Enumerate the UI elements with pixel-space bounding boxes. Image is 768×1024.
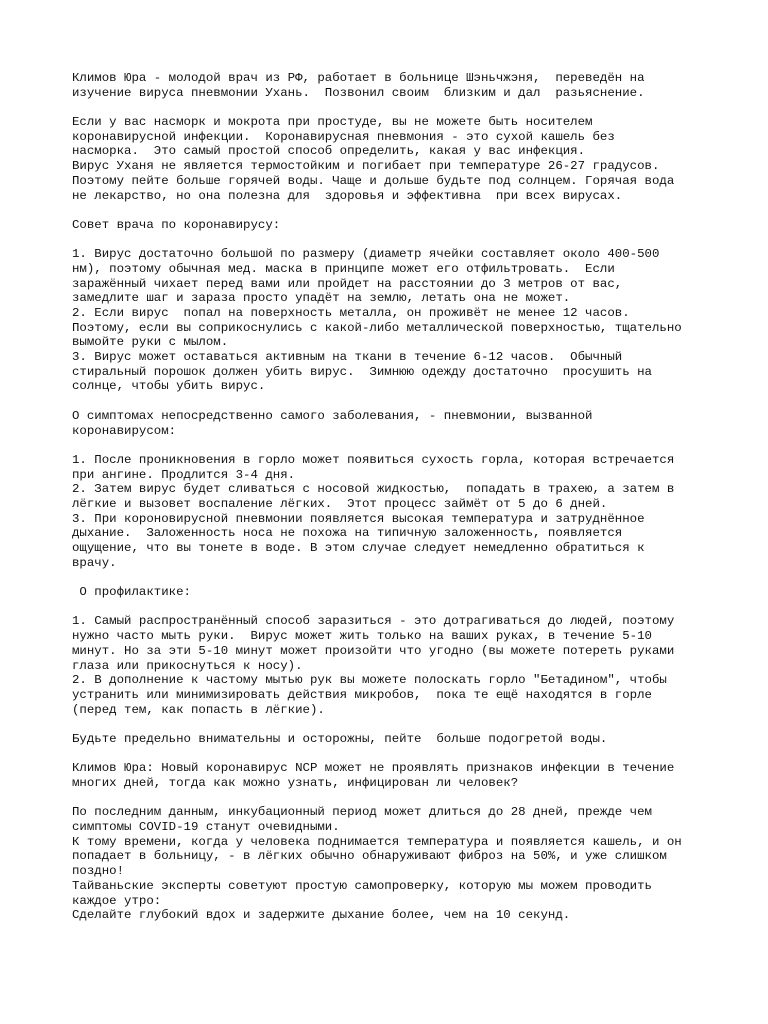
- text-line: [72, 717, 732, 732]
- text-line: Тайваньские эксперты советуют простую самопроверку, которую мы можем проводить: [72, 878, 652, 893]
- text-line: замедлите шаг и зараза просто упадёт на землю, летать она не может.: [72, 291, 571, 306]
- text-line: вымойте руки с мылом.: [72, 335, 229, 350]
- text-line: поздно!: [72, 864, 125, 879]
- text-line: По последним данным, инкубационный период может длиться до 28 дней, прежде чем: [72, 805, 652, 820]
- text-line: попадает в больницу, - в лёгких обычно обнаруживают фиброз на 50%, и уже слишком: [72, 849, 667, 864]
- text-line: насморка. Это самый простой способ определить, какая у вас инфекция.: [72, 144, 586, 159]
- text-line: 2. Если вирус попал на поверхность металла, он проживёт не менее 12 часов.: [72, 306, 630, 320]
- text-line: [72, 203, 732, 218]
- text-line: 2. В дополнение к частому мытью рук вы можете полоскать горло "Бетадином", чтобы: [72, 673, 667, 688]
- text-line: 3. При короновирусной пневмонии появляется высокая температура и затруднённое: [72, 511, 645, 526]
- text-line: Вирус Уханя не является термостойким и погибает при температуре 26-27 градусов.: [72, 159, 660, 174]
- text-line: каждое утро:: [72, 893, 162, 908]
- text-line: заражённый чихает перед вами или пройдет на расстоянии до 3 метров от вас,: [72, 276, 623, 291]
- section-heading: О симптомах непосредственно самого заболевания, - пневмонии, вызванной: [72, 408, 593, 423]
- text-line: 1. Самый распространённый способ заразиться - это дотрагиваться до людей, поэтому: [72, 614, 675, 629]
- text-line: не лекарство, но она полезна для здоровья и эффективна при всех вирусах.: [72, 188, 623, 203]
- text-line: симптомы COVID-19 станут очевидными.: [72, 820, 340, 835]
- text-line: [72, 233, 732, 248]
- text-line: (перед тем, как попасть в лёгкие).: [72, 702, 325, 717]
- text-line: [72, 100, 732, 115]
- text-line: [72, 438, 732, 453]
- text-line: минут. Но за эти 5-10 минут может произойти что угодно (вы можете потереть руками: [72, 643, 675, 658]
- text-line: дыхание. Заложенность носа не похожа на типичную заложенность, появляется: [72, 526, 623, 541]
- text-line: лёгкие и вызовет воспаление лёгких. Этот процесс займёт от 5 до 6 дней.: [72, 496, 608, 511]
- text-line: стиральный порошок должен убить вирус. Зимнюю одежду достаточно просушить на: [72, 364, 652, 379]
- text-line: изучение вируса пневмонии Ухань. Позвонил своим близким и дал разьяснение.: [72, 85, 645, 100]
- text-line: 1. После проникновения в горло может появиться сухость горла, которая встречается: [72, 452, 675, 467]
- text-line: нужно часто мыть руки. Вирус может жить только на ваших руках, в течение 5-10: [72, 629, 652, 644]
- text-line: [72, 600, 732, 615]
- text-line: 3. Вирус может оставаться активным на ткани в течение 6-12 часов. Обычный: [72, 350, 623, 365]
- text-line: 1. Вирус достаточно большой по размеру (диаметр ячейки составляет около 400-500: [72, 247, 660, 262]
- text-line: глаза или прикоснуться к носу).: [72, 658, 303, 673]
- text-line: Сделайте глубокий вдох и задержите дыхание более, чем на 10 секунд.: [72, 908, 571, 923]
- text-line: Если у вас насморк и мокрота при простуде, вы не можете быть носителем: [72, 115, 593, 130]
- text-line: Поэтому пейте больше горячей воды. Чаще и дольше будьте под солнцем. Горячая вода: [72, 173, 675, 188]
- text-line: 2. Затем вирус будет сливаться с носовой жидкостью, попадать в трахею, а затем в: [72, 482, 675, 497]
- text-line: [72, 791, 732, 806]
- text-line: коронавирусной инфекции. Коронавирусная пневмония - это сухой кашель без: [72, 129, 615, 144]
- text-line: Будьте предельно внимательны и осторожны, пейте больше подогретой воды.: [72, 731, 608, 746]
- text-line: нм), поэтому обычная мед. маска в принципе может его отфильтровать. Если: [72, 261, 615, 276]
- text-line: Климов Юра: Новый коронавирус NCP может не проявлять признаков инфекции в течение: [72, 761, 675, 776]
- text-line: врачу.: [72, 555, 117, 570]
- text-line: солнце, чтобы убить вирус.: [72, 379, 266, 394]
- text-line: при ангине. Продлится 3-4 дня.: [72, 467, 296, 482]
- text-line: К тому времени, когда у человека поднимается температура и появляется кашель, и он: [72, 834, 682, 849]
- text-line: [72, 570, 732, 585]
- text-line: [72, 394, 732, 409]
- section-heading: О профилактике:: [72, 585, 191, 600]
- text-line: ощущение, что вы тонете в воде. В этом случае следует немедленно обратиться к: [72, 541, 645, 555]
- text-line: Климов Юра - молодой врач из РФ, работает в больнице Шэньчжэня, переведён на: [72, 71, 645, 85]
- text-line: Поэтому, если вы соприкоснулись с какой-либо металлической поверхностью, тщательно: [72, 320, 682, 335]
- section-heading: Совет врача по коронавирусу:: [72, 217, 281, 232]
- text-line: устранить или минимизировать действия микробов, пока те ещё находятся в горле: [72, 687, 652, 702]
- text-line: [72, 747, 732, 762]
- text-line: многих дней, тогда как можно узнать, инфицирован ли человек?: [72, 776, 519, 790]
- document-page: [72, 71, 732, 923]
- section-heading: коронавирусом:: [72, 423, 177, 438]
